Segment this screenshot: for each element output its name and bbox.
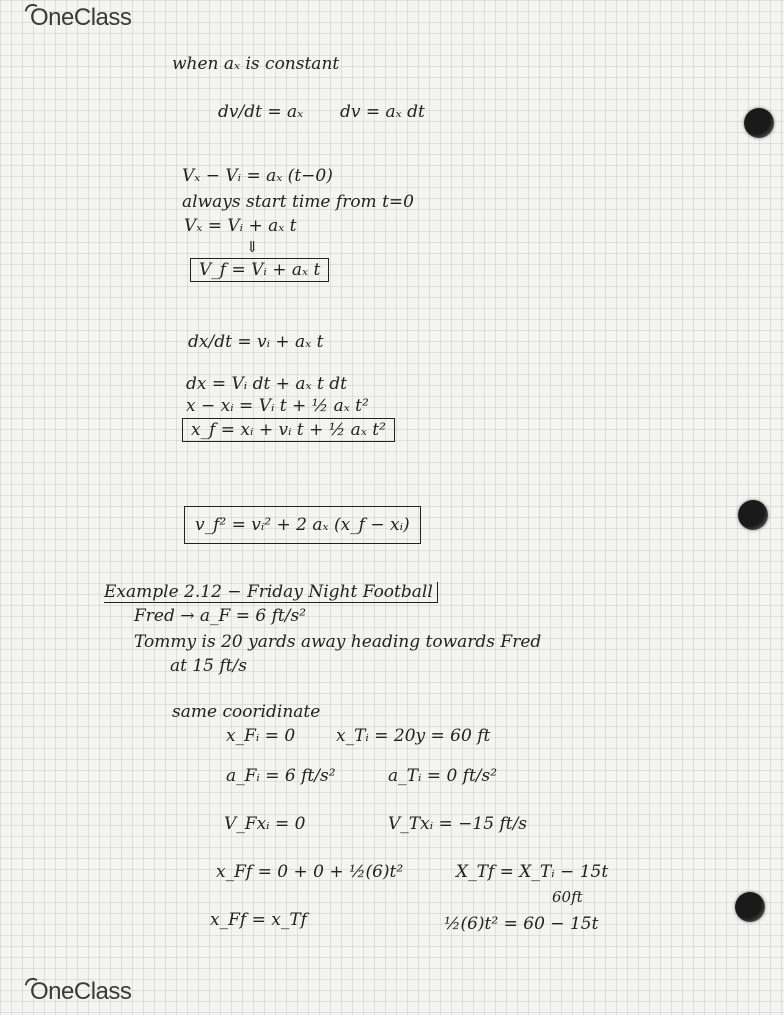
note-line-10: x − xᵢ = Vᵢ t + ½ aₓ t² (186, 396, 369, 416)
note-line-4: Vₓ − Vᵢ = aₓ (t−0) (182, 166, 333, 186)
note-line-21a: x_Ff = 0 + 0 + ½(6)t² (216, 862, 404, 882)
note-line-8: dx/dt = vᵢ + aₓ t (188, 332, 324, 352)
note-line-20a: V_Fxᵢ = 0 (224, 814, 306, 834)
note-line-19b: a_Tᵢ = 0 ft/s² (388, 766, 498, 786)
oneclass-logo-bottom: OneClass (26, 978, 131, 1006)
oneclass-logo-top: OneClass (26, 4, 131, 32)
boxed-equation-velocity-squared: v_f² = vᵢ² + 2 aₓ (x_f − xᵢ) (184, 506, 421, 544)
boxed-equation-position: x_f = xᵢ + vᵢ t + ½ aₓ t² (182, 418, 395, 442)
note-line-18a: x_Fᵢ = 0 (226, 726, 296, 746)
note-line-3: dv = aₓ dt (340, 102, 425, 122)
note-line-2: dv/dt = aₓ (218, 102, 304, 122)
binder-hole-1 (744, 108, 774, 138)
binder-hole-3 (735, 892, 765, 922)
note-line-9: dx = Vᵢ dt + aₓ t dt (186, 374, 347, 394)
example-title: Example 2.12 − Friday Night Football (104, 582, 438, 603)
note-line-21b: X_Tf = X_Tᵢ − 15t (456, 862, 609, 882)
note-line-22b: ½(6)t² = 60 − 15t (444, 914, 599, 934)
note-line-6: Vₓ = Vᵢ + aₓ t (184, 216, 297, 236)
note-line-15: Tommy is 20 yards away heading towards Fred (134, 632, 542, 652)
note-line-19a: a_Fᵢ = 6 ft/s² (226, 766, 336, 786)
note-line-21c: 60ft (552, 888, 583, 906)
binder-hole-2 (738, 500, 768, 530)
note-arrow-down: ⇓ (246, 238, 259, 256)
note-line-18b: x_Tᵢ = 20y = 60 ft (336, 726, 491, 746)
note-line-17: same cooridinate (172, 702, 321, 722)
note-line-5: always start time from t=0 (182, 192, 414, 212)
note-line-16: at 15 ft/s (170, 656, 247, 676)
note-line-20b: V_Txᵢ = −15 ft/s (388, 814, 528, 834)
note-line-1: when aₓ is constant (172, 54, 340, 74)
boxed-equation-velocity: V_f = Vᵢ + aₓ t (190, 258, 329, 282)
note-line-14: Fred → a_F = 6 ft/s² (134, 606, 307, 626)
note-line-22a: x_Ff = x_Tf (210, 910, 307, 930)
